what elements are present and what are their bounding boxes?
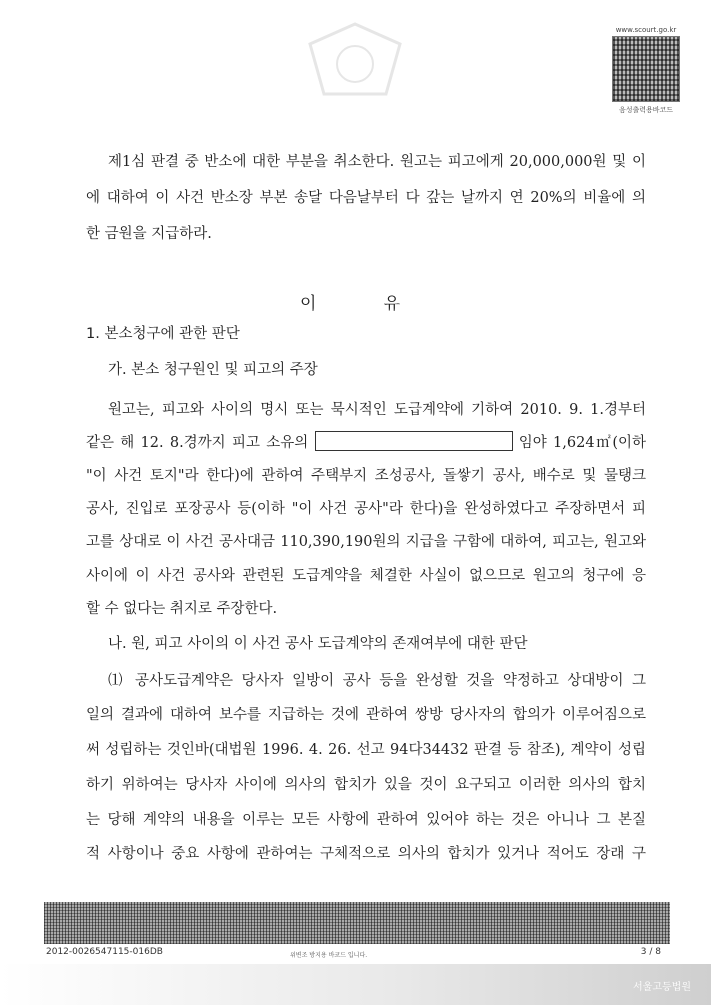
qr-url: www.scourt.go.kr [615,26,677,34]
qr-code-icon [612,36,680,102]
para-ga-line-4: 공사, 진입로 포장공사 등(이하 "이 사건 공사"라 한다)을 완성하였다고 주장하면서 피 [86,501,646,517]
para-na-line-5: 는 당해 계약의 내용을 이루는 모든 사항에 관하여 있어야 하는 것은 아니나 그 본질 [86,812,646,828]
para-na-line-4: 하기 위하여는 당사자 사이에 의사의 합치가 있을 것이 요구되고 이러한 의사의 합치 [86,777,646,793]
page-number: 3 / 8 [640,947,661,957]
qr-block [610,26,682,115]
para-ga-line-7: 할 수 없다는 취지로 주장한다. [86,601,278,617]
para-ga-line-1: 원고는, 피고와 사이의 명시 또는 묵시적인 도급계약에 기하여 2010. 9. 1.경부터 [108,402,646,418]
order-line-3: 한 금원을 지급하라. [86,226,212,242]
reason-title [300,290,400,318]
para-ga-line-2-pre: 같은 해 12. 8.경까지 피고 소유의 [86,435,309,451]
para-ga-line-6: 사이에 이 사건 공사와 관련된 도급계약을 체결한 사실이 없으므로 원고의 청구에 응 [86,568,646,584]
para-ga-line-2 [86,431,646,455]
section-1-heading: 1. 본소청구에 관한 판단 [86,326,240,342]
para-na-line-1: ⑴ 공사도급계약은 당사자 일방이 공사 등을 완성할 것을 약정하고 상대방이 그 [108,673,646,689]
qr-caption: 음성출력용바코드 [618,106,674,114]
subsection-na-heading: 나. 원, 피고 사이의 이 사건 공사 도급계약의 존재여부에 대한 판단 [108,636,528,652]
court-seal-watermark [300,20,410,100]
order-line-1: 제1심 판결 중 반소에 대한 부분을 취소한다. 원고는 피고에게 20,000,000원 및 이 [108,154,646,170]
para-ga-line-3: "이 사건 토지"라 한다)에 관하여 주택부지 조성공사, 돌쌓기 공사, 배수로 및 물탱크 [86,468,646,484]
redacted-address-box [315,431,513,451]
subsection-ga-heading: 가. 본소 청구원인 및 피고의 주장 [108,362,318,378]
barcode-note: 위변조 방지용 바코드 입니다. [290,952,368,959]
court-band [0,964,711,1005]
order-line-2: 에 대하여 이 사건 반소장 부본 송달 다음날부터 다 갚는 날까지 연 20%의 비율에 의 [86,190,646,206]
para-na-line-3: 써 성립하는 것인바(대법원 1996. 4. 26. 선고 94다34432 판결 등 참조), 계약이 성립 [86,742,646,758]
para-ga-line-5: 고를 상대로 이 사건 공사대금 110,390,190원의 지급을 구함에 대하여, 피고는, 원고와 [86,534,646,550]
para-na-line-2: 일의 결과에 대하여 보수를 지급하는 것에 관하여 쌍방 당사자의 합의가 이루어짐으로 [86,707,646,723]
court-name: 서울고등법원 [633,982,691,993]
anti-forgery-barcode [44,902,670,944]
reason-title-char-1: 이 [300,294,317,314]
para-na-line-6: 적 사항이나 중요 사항에 관하여는 구체적으로 의사의 합치가 있거나 적어도 장래 구 [86,846,646,862]
document-id: 2012-0026547115-016DB [46,947,163,957]
reason-title-char-2: 유 [383,294,400,314]
para-ga-line-2-post: 임야 1,624㎡(이하 [518,435,647,451]
